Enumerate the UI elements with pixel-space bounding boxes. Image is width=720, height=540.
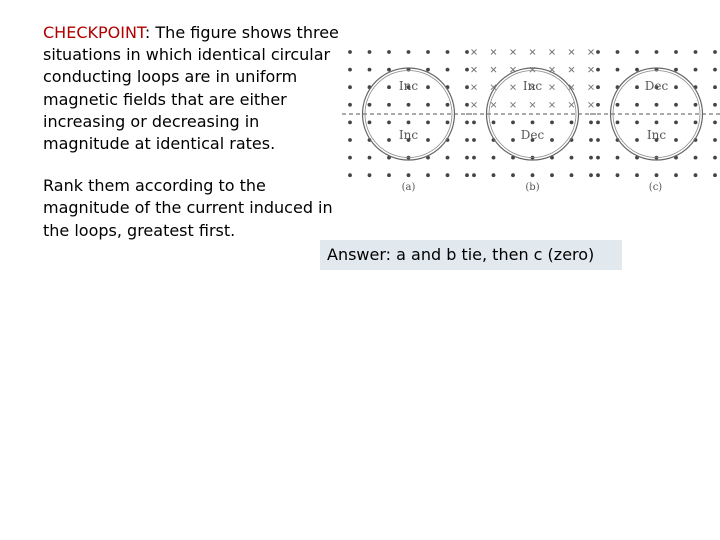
field-out-of-page-dot — [407, 50, 411, 54]
field-out-of-page-dot — [616, 68, 620, 72]
bottom-region-label: Inc — [398, 128, 419, 142]
field-out-of-page-dot — [426, 138, 430, 142]
field-out-of-page-dot — [426, 173, 430, 177]
field-out-of-page-dot — [472, 138, 476, 142]
top-region-label: Inc — [522, 79, 543, 93]
field-out-of-page-dot — [550, 173, 554, 177]
loops-figure — [336, 38, 720, 198]
field-out-of-page-dot — [589, 138, 593, 142]
field-out-of-page-dot — [713, 103, 717, 107]
field-out-of-page-dot — [446, 103, 450, 107]
bottom-region-label: Inc — [646, 128, 667, 142]
field-out-of-page-dot — [655, 121, 659, 125]
field-out-of-page-dot — [446, 156, 450, 160]
field-out-of-page-dot — [596, 121, 600, 125]
field-out-of-page-dot — [570, 156, 574, 160]
field-out-of-page-dot — [465, 85, 469, 89]
field-out-of-page-dot — [407, 103, 411, 107]
field-out-of-page-dot — [635, 173, 639, 177]
question-paragraph-1 — [43, 22, 343, 155]
panel-caption: (c) — [648, 182, 663, 193]
field-out-of-page-dot — [570, 121, 574, 125]
field-out-of-page-dot — [426, 121, 430, 125]
field-out-of-page-dot — [635, 50, 639, 54]
field-out-of-page-dot — [387, 138, 391, 142]
field-out-of-page-dot — [674, 85, 678, 89]
field-out-of-page-dot — [511, 138, 515, 142]
field-out-of-page-dot — [713, 68, 717, 72]
field-out-of-page-dot — [426, 85, 430, 89]
field-out-of-page-dot — [596, 173, 600, 177]
field-out-of-page-dot — [492, 173, 496, 177]
field-out-of-page-dot — [465, 138, 469, 142]
field-out-of-page-dot — [694, 156, 698, 160]
field-out-of-page-dot — [550, 121, 554, 125]
field-out-of-page-dot — [348, 68, 352, 72]
field-out-of-page-dot — [426, 103, 430, 107]
field-out-of-page-dot — [589, 156, 593, 160]
field-out-of-page-dot — [655, 173, 659, 177]
field-out-of-page-dot — [472, 173, 476, 177]
field-out-of-page-dot — [387, 50, 391, 54]
field-out-of-page-dot — [465, 121, 469, 125]
question-intro: : The figure shows three situations in which identical circular conducting loops are in uniform magnetic fields that are either increasing or decreasing in magnitude at identical rates. — [43, 23, 339, 154]
field-out-of-page-dot — [531, 121, 535, 125]
field-out-of-page-dot — [616, 173, 620, 177]
field-out-of-page-dot — [348, 138, 352, 142]
field-out-of-page-dot — [348, 156, 352, 160]
field-out-of-page-dot — [368, 156, 372, 160]
checkpoint-keyword: CHECKPOINT — [43, 23, 145, 42]
field-out-of-page-dot — [368, 50, 372, 54]
field-out-of-page-dot — [472, 121, 476, 125]
field-out-of-page-dot — [596, 68, 600, 72]
field-out-of-page-dot — [713, 138, 717, 142]
field-out-of-page-dot — [655, 50, 659, 54]
top-region-label: Dec — [644, 79, 669, 93]
field-out-of-page-dot — [694, 103, 698, 107]
field-out-of-page-dot — [531, 173, 535, 177]
field-out-of-page-dot — [446, 121, 450, 125]
field-out-of-page-dot — [616, 156, 620, 160]
field-out-of-page-dot — [465, 50, 469, 54]
field-out-of-page-dot — [348, 85, 352, 89]
field-out-of-page-dot — [713, 121, 717, 125]
field-out-of-page-dot — [387, 173, 391, 177]
field-out-of-page-dot — [694, 173, 698, 177]
field-out-of-page-dot — [596, 103, 600, 107]
field-out-of-page-dot — [446, 50, 450, 54]
field-out-of-page-dot — [407, 121, 411, 125]
field-out-of-page-dot — [674, 121, 678, 125]
field-out-of-page-dot — [407, 173, 411, 177]
field-out-of-page-dot — [511, 173, 515, 177]
field-out-of-page-dot — [368, 173, 372, 177]
field-out-of-page-dot — [465, 68, 469, 72]
field-out-of-page-dot — [348, 173, 352, 177]
field-out-of-page-dot — [550, 138, 554, 142]
field-out-of-page-dot — [674, 68, 678, 72]
field-out-of-page-dot — [570, 173, 574, 177]
field-out-of-page-dot — [387, 85, 391, 89]
field-out-of-page-dot — [635, 138, 639, 142]
field-out-of-page-dot — [655, 103, 659, 107]
field-out-of-page-dot — [596, 50, 600, 54]
field-out-of-page-dot — [674, 103, 678, 107]
field-out-of-page-dot — [465, 103, 469, 107]
field-out-of-page-dot — [674, 173, 678, 177]
field-out-of-page-dot — [713, 85, 717, 89]
field-out-of-page-dot — [387, 68, 391, 72]
field-out-of-page-dot — [368, 103, 372, 107]
field-out-of-page-dot — [446, 68, 450, 72]
field-out-of-page-dot — [511, 121, 515, 125]
field-out-of-page-dot — [674, 50, 678, 54]
checkpoint-question — [43, 22, 343, 242]
field-out-of-page-dot — [492, 121, 496, 125]
field-out-of-page-dot — [368, 68, 372, 72]
field-out-of-page-dot — [635, 121, 639, 125]
field-out-of-page-dot — [713, 173, 717, 177]
question-prompt: Rank them according to the magnitude of the current induced in the loops, greatest first. — [43, 176, 333, 240]
field-out-of-page-dot — [694, 121, 698, 125]
field-out-of-page-dot — [426, 50, 430, 54]
field-out-of-page-dot — [596, 138, 600, 142]
panel-caption: (b) — [525, 182, 540, 193]
field-out-of-page-dot — [492, 156, 496, 160]
top-region-label: Inc — [398, 79, 419, 93]
field-out-of-page-dot — [387, 103, 391, 107]
field-out-of-page-dot — [713, 156, 717, 160]
field-out-of-page-dot — [426, 68, 430, 72]
field-out-of-page-dot — [348, 103, 352, 107]
answer-box: Answer: a and b tie, then c (zero) — [320, 240, 622, 270]
field-out-of-page-dot — [465, 156, 469, 160]
field-out-of-page-dot — [694, 68, 698, 72]
field-out-of-page-dot — [387, 121, 391, 125]
field-out-of-page-dot — [635, 103, 639, 107]
panel-caption: (a) — [401, 182, 416, 193]
field-out-of-page-dot — [713, 50, 717, 54]
field-out-of-page-dot — [368, 121, 372, 125]
field-out-of-page-dot — [596, 85, 600, 89]
field-out-of-page-dot — [616, 121, 620, 125]
field-out-of-page-dot — [596, 156, 600, 160]
field-out-of-page-dot — [446, 173, 450, 177]
field-out-of-page-dot — [348, 50, 352, 54]
bottom-region-label: Dec — [520, 128, 545, 142]
field-out-of-page-dot — [465, 173, 469, 177]
field-out-of-page-dot — [348, 121, 352, 125]
field-out-of-page-dot — [635, 85, 639, 89]
field-out-of-page-dot — [472, 156, 476, 160]
field-out-of-page-dot — [674, 138, 678, 142]
field-out-of-page-dot — [589, 121, 593, 125]
field-out-of-page-dot — [616, 103, 620, 107]
field-out-of-page-dot — [589, 173, 593, 177]
field-out-of-page-dot — [616, 50, 620, 54]
field-out-of-page-dot — [694, 50, 698, 54]
field-out-of-page-dot — [635, 68, 639, 72]
